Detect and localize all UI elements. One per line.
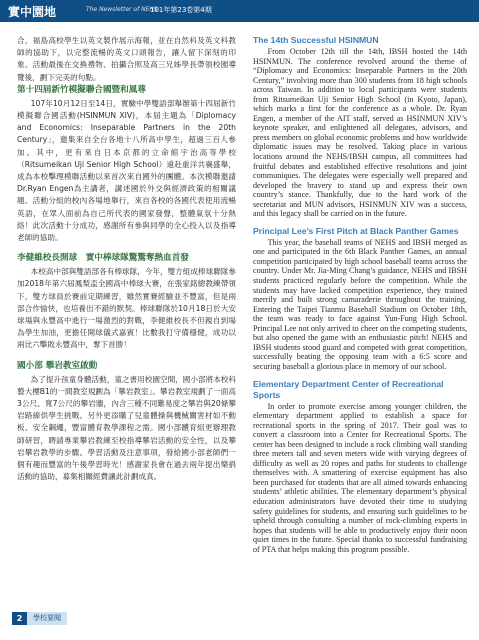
climbing-paragraph-zh: 為了提升孩童身體活動，童之書用校園空間，國小部將本校科藝大樓B1的一間教室規劃為「攀岩教室」。攀岩教室規劃了一面高3公尺、寬7公尺的攀岩牆，內含三種不同難易度之攀岩與20條攀岩路線供學生挑戰。另外更添購了兒童體操與機械關害材如不動板、安全鋼繩，豐富體育教學課程之需。國小部體育組更辦理教師研習，聘請專業攀岩教練至校指導攀岩活動的安全性，以及攀岩攀岩教學的步驟。學習活動及注意事項，發給國小部老師們一個有趣而豐富的午後學習時光！感謝家長會在過去兩年提出樂捐活動的協助，募集相關經費讓此計劃成真。: [17, 374, 236, 482]
hsinmun-paragraph-zh: 107年10月12日至14日，實驗中學雙語部舉辦第十四屆新竹模擬聯合國活動(HSINMUN XIV)，本屆主題為「Diplomacy and Economics: Inseparable Partners in the 20th Century」，邀集來自全台各地十八所高中學生，超過三百人參加。其中，更有來自日本京都的立命館宇治高等學校（Ritsumeikan Uji Senior High School）遠赴重洋共襄盛舉，成為本校擊理模聯活動以來首次來自國外的團體。本次模聯邀請Dr.Ryan Engen為主講者，講述國於外交與經濟政策的相關議題。活動分組的校內各場地舉行，來自各校的各國代表使用流暢英語，在眾人面前為自己所代表的國家發聲，整體氣氛十分熱絡！此次活動十分成功，感謝所有參與同學的全心投入以及指導老師的協助。: [17, 98, 236, 243]
baseball-paragraph-en: This year, the baseball teams of NEHS and IBSH merged as one and participated in the 6th Black Panther Games, an annual competition participated by high school baseball teams across the country. Under Mr. Jia-Ming Chang’s guidance, NEHS and IBSH students practiced regularly before the competition. While the students may have lacked competition experience, they trained merrily and built strong camaraderie throughout the training. Entering the Taipei Tianmu Baseball Stadium on October 18th, the team was ready to face against Yun-Fung High School. Principal Lee not only arrived to cheer on the competing students, but also opened the game with an enthusiastic pitch! NEHS and IBSH students stood guard and competed with great competition, successfully beating the opposing team with a 6:5 score and securing baseball a glorious place in memory of our school.: [253, 237, 467, 371]
issue-label: 101年第23卷第4期: [150, 6, 212, 14]
baseball-heading-en: Principal Lee’s First Pitch at Black Panther Games: [253, 225, 459, 236]
hsinmun-heading-zh: 第十四屆新竹模擬聯合國暨和風尊: [17, 84, 146, 95]
masthead-bar: [0, 0, 479, 22]
chinese-column: [17, 35, 236, 609]
climbing-heading-zh: 國小部 攀岩教室啟動: [17, 360, 98, 371]
intro-paragraph: 合，福島高校學生以英文製作展示海報，並在自然科及英文科教師的協助下，以完整流暢的英文口頭報告，讓人留下深刻的印象。活動最後在交換禮物、拍攝合照及高三兄姊學長帶領校園導覽後，劃下完美的句點。: [17, 36, 236, 82]
newsletter-title: 實中園地: [8, 5, 57, 19]
baseball-heading-zh: 李健維校長開球 實中棒球隊驚驚奪熱血首發: [17, 253, 189, 264]
hsinmun-paragraph-en: From October 12th till the 14th, IBSH hosted the 14th HSINMUN. The conference revolved around the theme of “Diplomacy and Economics: Inseparable Partners in the 20th Century,” involving more than 300 students from 18 high schools across Taiwan. In addition to local participants were students from Ritsumeikan Uji Senior High School (in Kyoto, Japan), which marks a first for the conference as a whole. Dr. Ryan Engen, a member of the AIT staff, served as HSINMUN XIV’s keynote speaker, and enlightened all delegates, advisors, and press members on global economic problems and how worldwide diplomatic issues may be resolved. Taking place in various locations around the NEHS/IBSH campus, all committees had fruitful debates and established effective resolutions and joint communiques. The delegates were especially well prepared and developed the bravery to stand up and express their own country’s stance. Thankfully, due to the hard work of the secretariat and MUN advisors, HSINMUN XIV was a success, and this legacy shall be carried on in the future.: [253, 47, 467, 219]
page-footer: [12, 612, 142, 625]
climbing-paragraph-en: In order to promote exercise among younger children, the elementary department applied to establish a space for recreational sports in the spring of 2017. Their goal was to convert a classroom into a Center for Recreational Sports. The center has been designed to include a rock climbing wall standing three meters tall and seven meters wide with varying degrees of difficulty as well as 20 ropes and paths for students to challenge themselves with. A smattering of exercise equipment has also been purchased for students that are all aimed towards enhancing students’ athletic abilities. The elementary department’s physical education administrators have devoted their time to studying safety guidelines for students, and ensuring such guidelines to be upheld through consulting a number of rock-climbing experts in hopes that students will be able to productively enjoy their noon quiet times in the future. Special thanks to successful fundraising of PTA that helps making this program possible.: [253, 401, 467, 554]
baseball-paragraph-zh: 本校高中部與雙語部各有棒球隊，今年，雙方組成棒球聯隊參加2018年第六屆鳳梨盃全國高中棒球大賽，在張家銘總教練帶領下，雙方球員於賽前定期練習，雖然實賽經驗並不豐富，但是兩部合作愉快，也培養出不錯的默契。棒球聯隊於10月18日於大安球場與永豐高中進行一場激烈的對戰，李健維校長不但親自到場為學生加油，更擔任開球儀式嘉賓！比數我打守備穩健，成功以兩比六擊敗永豐高中，奪下首勝！: [17, 267, 236, 350]
english-column: [253, 35, 467, 615]
newsletter-english-title: The Newsletter of NEHS: [86, 6, 158, 13]
page-number: 2: [12, 612, 27, 625]
section-label: 學校要聞: [27, 612, 67, 625]
climbing-heading-en: Elementary Department Center of Recreational Sports: [253, 378, 444, 400]
hsinmun-heading-en: The 14th Successful HSINMUN: [253, 35, 379, 45]
